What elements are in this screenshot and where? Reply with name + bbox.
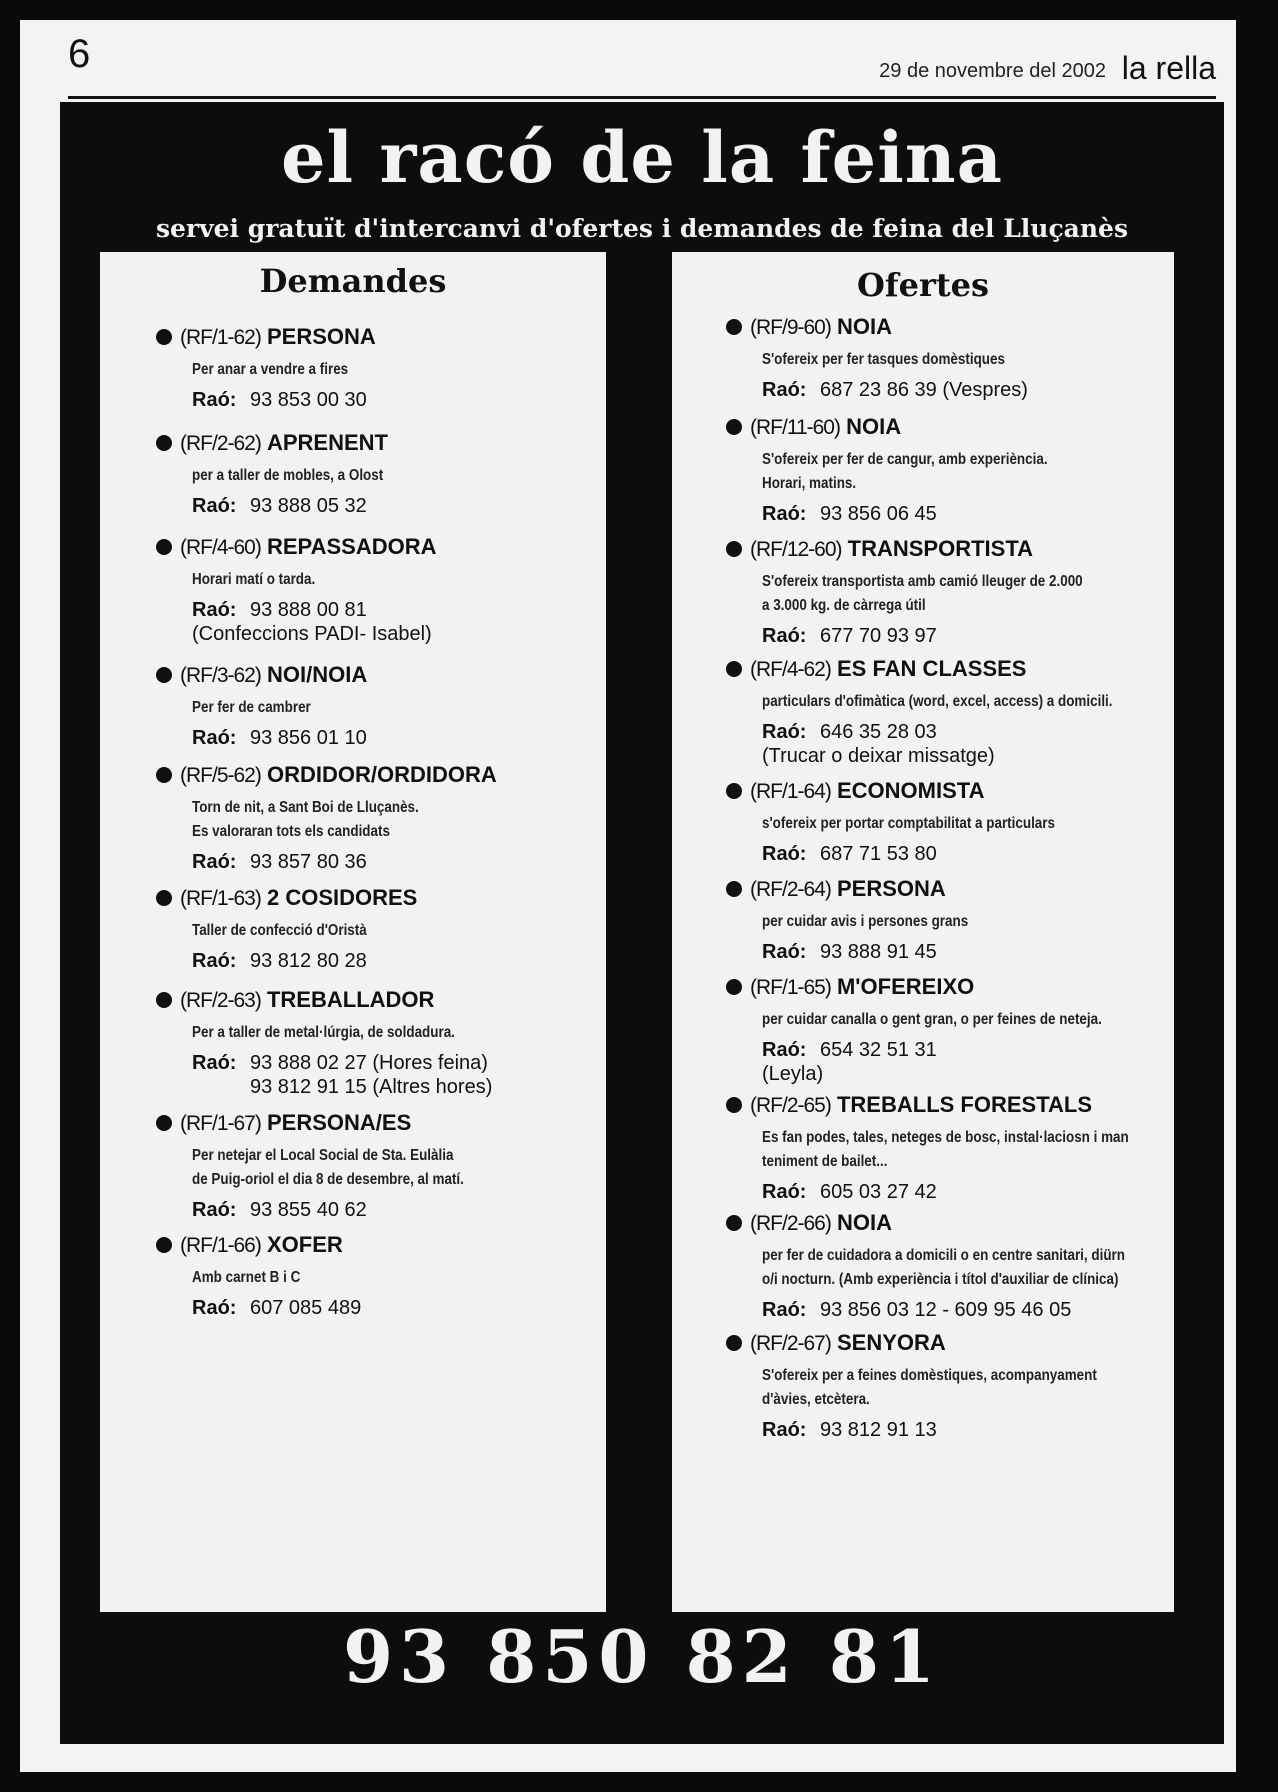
entry-contact [762, 1298, 1162, 1322]
publication-name: la rella [1121, 50, 1216, 86]
phone-number: 677 70 93 97 [820, 625, 937, 647]
bullet-icon [156, 329, 172, 345]
contact-label: Raó: [192, 851, 237, 873]
bullet-icon [156, 890, 172, 906]
entry-reference: (RF/2-63) [180, 989, 261, 1012]
job-entry [156, 762, 594, 874]
job-entry [726, 1092, 1162, 1204]
job-entry [726, 974, 1162, 1086]
contact-row [192, 949, 594, 973]
contact-label: Raó: [192, 950, 237, 972]
phone-number: 605 03 27 42 [820, 1181, 937, 1203]
contact-row [192, 1296, 594, 1320]
entry-heading-text [180, 662, 367, 688]
entry-heading [156, 1110, 594, 1138]
description-line: Per a taller de metal·lúrgia, de soldadura. [192, 1024, 455, 1041]
job-entry [156, 1110, 594, 1222]
phone-number: 93 855 40 62 [250, 1199, 367, 1221]
entry-heading [726, 314, 1162, 342]
entry-heading-text [180, 430, 388, 456]
entry-contact [192, 949, 594, 973]
contact-row [192, 1051, 594, 1075]
entry-heading [726, 1092, 1162, 1120]
job-entry [156, 662, 594, 750]
entry-title: SENYORA [836, 1330, 946, 1355]
job-entry [726, 314, 1162, 402]
phone-number: 93 888 05 32 [250, 495, 367, 517]
contact-row [762, 842, 1162, 866]
entry-reference: (RF/5-62) [180, 764, 261, 787]
contact-row [192, 726, 594, 750]
contact-label: Raó: [192, 389, 237, 411]
bullet-icon [726, 1097, 742, 1113]
phone-number: 687 71 53 80 [820, 843, 937, 865]
phone-number: 93 888 91 45 [820, 941, 937, 963]
entry-heading [726, 1330, 1162, 1358]
demandes-heading: Demandes [259, 262, 447, 300]
description-line: per cuidar avis i persones grans [762, 913, 969, 930]
entry-title: XOFER [266, 1232, 343, 1257]
phone-number: 93 812 80 28 [250, 950, 367, 972]
entry-contact [192, 388, 594, 412]
phone-number: 93 888 02 27 (Hores feina) [250, 1052, 488, 1074]
entry-description [762, 1364, 1098, 1412]
bullet-icon [726, 661, 742, 677]
bullet-icon [726, 419, 742, 435]
description-line: Horari matí o tarda. [192, 571, 316, 588]
entry-title: NOIA [836, 1210, 892, 1235]
entry-description [762, 1008, 1102, 1032]
entry-contact [192, 494, 594, 518]
entry-heading-text [180, 987, 434, 1013]
entry-heading [156, 762, 594, 790]
bullet-icon [156, 539, 172, 555]
description-line: Taller de confecció d'Oristà [192, 922, 367, 939]
entry-heading [726, 1210, 1162, 1238]
entry-description [762, 812, 1098, 836]
section-title: el racó de la feina [280, 116, 1004, 199]
entry-reference: (RF/2-62) [180, 432, 261, 455]
phone-number: 646 35 28 03 [820, 721, 937, 743]
entry-description [192, 1021, 530, 1045]
job-entry [726, 656, 1162, 768]
entry-heading-text [750, 314, 892, 340]
entry-heading [156, 662, 594, 690]
entry-heading-text [180, 534, 437, 560]
bullet-icon [156, 1115, 172, 1131]
description-line: per cuidar canalla o gent gran, o per feines de neteja. [762, 1011, 1102, 1028]
page-header [68, 30, 1216, 99]
phone-number: 654 32 51 31 [820, 1039, 937, 1061]
entry-description [192, 358, 530, 382]
entry-reference: (RF/2-65) [750, 1094, 831, 1117]
entry-heading-text [750, 974, 974, 1000]
entry-reference: (RF/1-64) [750, 780, 831, 803]
entry-heading-text [750, 1330, 946, 1356]
entry-contact [192, 850, 594, 874]
entry-contact [762, 1180, 1162, 1204]
description-line: Es fan podes, tales, neteges de bosc, instal·laciosn i man [762, 1129, 1129, 1146]
description-line: Per anar a vendre a fires [192, 361, 349, 378]
job-entry [156, 430, 594, 518]
entry-reference: (RF/1-66) [180, 1234, 261, 1257]
demandes-column [100, 252, 606, 1612]
newspaper-page [20, 20, 1236, 1772]
description-line: Per fer de cambrer [192, 699, 311, 716]
bullet-icon [726, 881, 742, 897]
entry-description [192, 696, 530, 720]
phone-number: 93 856 03 12 - 609 95 46 05 [820, 1299, 1072, 1321]
entry-description [762, 910, 1098, 934]
description-line: d'àvies, etcètera. [762, 1391, 870, 1408]
entry-reference: (RF/2-64) [750, 878, 831, 901]
entry-description [192, 919, 530, 943]
entry-title: 2 COSIDORES [266, 885, 418, 910]
contact-label: Raó: [192, 1052, 237, 1074]
entry-reference: (RF/4-60) [180, 536, 261, 559]
entry-reference: (RF/1-62) [180, 326, 261, 349]
entry-contact [192, 598, 594, 646]
bullet-icon [156, 767, 172, 783]
entry-title: M'OFEREIXO [836, 974, 975, 999]
bullet-icon [726, 1335, 742, 1351]
entry-heading [726, 536, 1162, 564]
bullet-icon [726, 783, 742, 799]
description-line: per fer de cuidadora a domicili o en centre sanitari, diürn [762, 1247, 1125, 1264]
entry-heading-text [750, 876, 946, 902]
contact-row [762, 720, 1162, 744]
bullet-icon [156, 1237, 172, 1253]
contact-label: Raó: [762, 1419, 807, 1441]
contact-row [762, 1180, 1162, 1204]
contact-row [192, 1198, 594, 1222]
entry-title: ORDIDOR/ORDIDORA [266, 762, 497, 787]
phone-number: 607 085 489 [250, 1297, 362, 1319]
entry-title: REPASSADORA [266, 534, 437, 559]
description-line: S'ofereix per fer tasques domèstiques [762, 351, 1005, 368]
contact-label: Raó: [192, 727, 237, 749]
contact-row [762, 1418, 1162, 1442]
entry-reference: (RF/12-60) [750, 538, 842, 561]
entry-title: PERSONA [836, 876, 946, 901]
job-entry [156, 987, 594, 1099]
entry-title: PERSONA [266, 324, 376, 349]
contact-row [762, 940, 1162, 964]
entry-contact [762, 940, 1162, 964]
entry-contact [192, 726, 594, 750]
contact-label: Raó: [762, 1039, 807, 1061]
bullet-icon [726, 979, 742, 995]
entry-description [762, 448, 1098, 496]
entry-title: NOI/NOIA [266, 662, 368, 687]
entry-description [192, 1144, 530, 1192]
entry-reference: (RF/11-60) [750, 416, 840, 439]
job-entry [726, 1210, 1162, 1322]
entry-contact [762, 1418, 1162, 1442]
contact-label: Raó: [762, 843, 807, 865]
job-entry [156, 324, 594, 412]
entry-description [192, 1266, 530, 1290]
contact-label: Raó: [762, 625, 807, 647]
entry-reference: (RF/1-63) [180, 887, 261, 910]
entry-heading [726, 876, 1162, 904]
entry-heading-text [750, 656, 1026, 682]
contact-label: Raó: [192, 1199, 237, 1221]
contact-label: Raó: [762, 1181, 807, 1203]
bullet-icon [726, 541, 742, 557]
description-line: Amb carnet B i C [192, 1269, 301, 1286]
contact-note: (Confeccions PADI- Isabel) [192, 623, 432, 645]
page-number: 6 [68, 32, 91, 76]
contact-label: Raó: [762, 721, 807, 743]
entry-title: NOIA [846, 414, 902, 439]
entry-contact [192, 1198, 594, 1222]
description-line: teniment de bailet... [762, 1153, 888, 1170]
job-entry [726, 876, 1162, 964]
description-line: o/i nocturn. (Amb experiència i títol d'auxiliar de clínica) [762, 1271, 1119, 1288]
entry-description [762, 1126, 1129, 1174]
contact-label: Raó: [192, 1297, 237, 1319]
bullet-icon [156, 435, 172, 451]
entry-title: TRANSPORTISTA [847, 536, 1034, 561]
contact-label: Raó: [762, 379, 807, 401]
entry-heading-text [750, 1210, 892, 1236]
entry-title: APRENENT [266, 430, 388, 455]
entry-description [192, 796, 530, 844]
entry-heading [156, 885, 594, 913]
entry-description [762, 1244, 1125, 1292]
contact-row [762, 378, 1162, 402]
entry-contact [762, 378, 1162, 402]
entry-heading-text [750, 778, 984, 804]
contact-label: Raó: [192, 599, 237, 621]
ofertes-heading: Ofertes [856, 266, 989, 304]
phone-number: 93 856 06 45 [820, 503, 937, 525]
phone-number: 93 812 91 13 [820, 1419, 937, 1441]
entry-title: NOIA [836, 314, 892, 339]
description-line: a 3.000 kg. de càrrega útil [762, 597, 926, 614]
entry-heading [726, 974, 1162, 1002]
contact-row [192, 494, 594, 518]
description-line: Horari, matins. [762, 475, 857, 492]
section-subtitle: servei gratuït d'intercanvi d'ofertes i demandes de feina del Lluçanès [155, 214, 1129, 243]
description-line: Per netejar el Local Social de Sta. Eulàlia [192, 1147, 454, 1164]
ofertes-column [672, 252, 1174, 1612]
entry-description [762, 348, 1098, 372]
description-line: per a taller de mobles, a Olost [192, 467, 384, 484]
job-entry [726, 414, 1162, 526]
description-line: s'ofereix per portar comptabilitat a particulars [762, 815, 1055, 832]
entry-heading-text [750, 414, 901, 440]
entry-reference: (RF/2-66) [750, 1212, 831, 1235]
entry-reference: (RF/1-67) [180, 1112, 261, 1135]
bullet-icon [156, 992, 172, 1008]
entry-reference: (RF/2-67) [750, 1332, 831, 1355]
description-line: S'ofereix per a feines domèstiques, acompanyament [762, 1367, 1097, 1384]
entry-contact [762, 720, 1162, 768]
contact-label: Raó: [192, 495, 237, 517]
entry-heading [156, 430, 594, 458]
phone-number: 93 856 01 10 [250, 727, 367, 749]
entry-contact [762, 502, 1162, 526]
phone-number: 93 853 00 30 [250, 389, 367, 411]
entry-heading-text [180, 1110, 411, 1136]
entry-title: ECONOMISTA [836, 778, 985, 803]
phone-number: 93 888 00 81 [250, 599, 367, 621]
entry-heading-text [180, 1232, 343, 1258]
phone-number: 93 812 91 15 (Altres hores) [250, 1076, 493, 1098]
entry-description [192, 568, 530, 592]
contact-label: Raó: [762, 941, 807, 963]
entry-heading-text [180, 762, 497, 788]
contact-row [192, 598, 594, 622]
entry-heading [156, 1232, 594, 1260]
entry-heading [156, 987, 594, 1015]
contact-label: Raó: [762, 503, 807, 525]
entry-reference: (RF/3-62) [180, 664, 261, 687]
contact-label: Raó: [762, 1299, 807, 1321]
entry-title: TREBALLADOR [266, 987, 435, 1012]
entry-heading-text [180, 885, 417, 911]
phone-number: 687 23 86 39 (Vespres) [820, 379, 1028, 401]
entry-heading-text [180, 324, 376, 350]
entry-heading [726, 778, 1162, 806]
entry-title: ES FAN CLASSES [836, 656, 1027, 681]
entry-title: PERSONA/ES [266, 1110, 412, 1135]
contact-row [762, 502, 1162, 526]
entry-heading [726, 656, 1162, 684]
contact-row [762, 1298, 1162, 1322]
job-entry [726, 536, 1162, 648]
entry-description [762, 690, 1113, 714]
entry-contact [762, 1038, 1162, 1086]
description-line: S'ofereix per fer de cangur, amb experiència. [762, 451, 1048, 468]
entry-description [762, 570, 1098, 618]
entry-contact [762, 842, 1162, 866]
contact-row [762, 624, 1162, 648]
contact-row [192, 388, 594, 412]
contact-row [192, 850, 594, 874]
phone-number: 93 857 80 36 [250, 851, 367, 873]
job-board-panel [60, 102, 1224, 1744]
entry-heading [156, 534, 594, 562]
entry-heading-text [750, 1092, 1092, 1118]
job-entry [726, 1330, 1162, 1442]
contact-row [192, 1075, 594, 1099]
entry-contact [192, 1051, 594, 1099]
contact-note: (Leyla) [762, 1063, 824, 1085]
entry-heading [156, 324, 594, 352]
entry-heading-text [750, 536, 1033, 562]
description-line: Torn de nit, a Sant Boi de Lluçanès. [192, 799, 419, 816]
job-entry [156, 1232, 594, 1320]
entry-contact [762, 624, 1162, 648]
description-line: de Puig-oriol el dia 8 de desembre, al matí. [192, 1171, 464, 1188]
bullet-icon [726, 1215, 742, 1231]
entry-heading [726, 414, 1162, 442]
bullet-icon [156, 667, 172, 683]
description-line: particulars d'ofimàtica (word, excel, access) a domicili. [762, 693, 1113, 710]
entry-reference: (RF/9-60) [750, 316, 831, 339]
contact-phone-number: 93 850 82 81 [342, 1614, 942, 1699]
contact-note: (Trucar o deixar missatge) [762, 745, 995, 767]
job-entry [726, 778, 1162, 866]
issue-date: 29 de novembre del 2002 [879, 60, 1106, 82]
bullet-icon [726, 319, 742, 335]
job-entry [156, 534, 594, 646]
entry-description [192, 464, 530, 488]
contact-row [762, 1038, 1162, 1062]
entry-title: TREBALLS FORESTALS [836, 1092, 1093, 1117]
description-line: Es valoraran tots els candidats [192, 823, 390, 840]
job-entry [156, 885, 594, 973]
entry-reference: (RF/4-62) [750, 658, 831, 681]
entry-contact [192, 1296, 594, 1320]
description-line: S'ofereix transportista amb camió lleuger de 2.000 [762, 573, 1083, 590]
entry-reference: (RF/1-65) [750, 976, 831, 999]
